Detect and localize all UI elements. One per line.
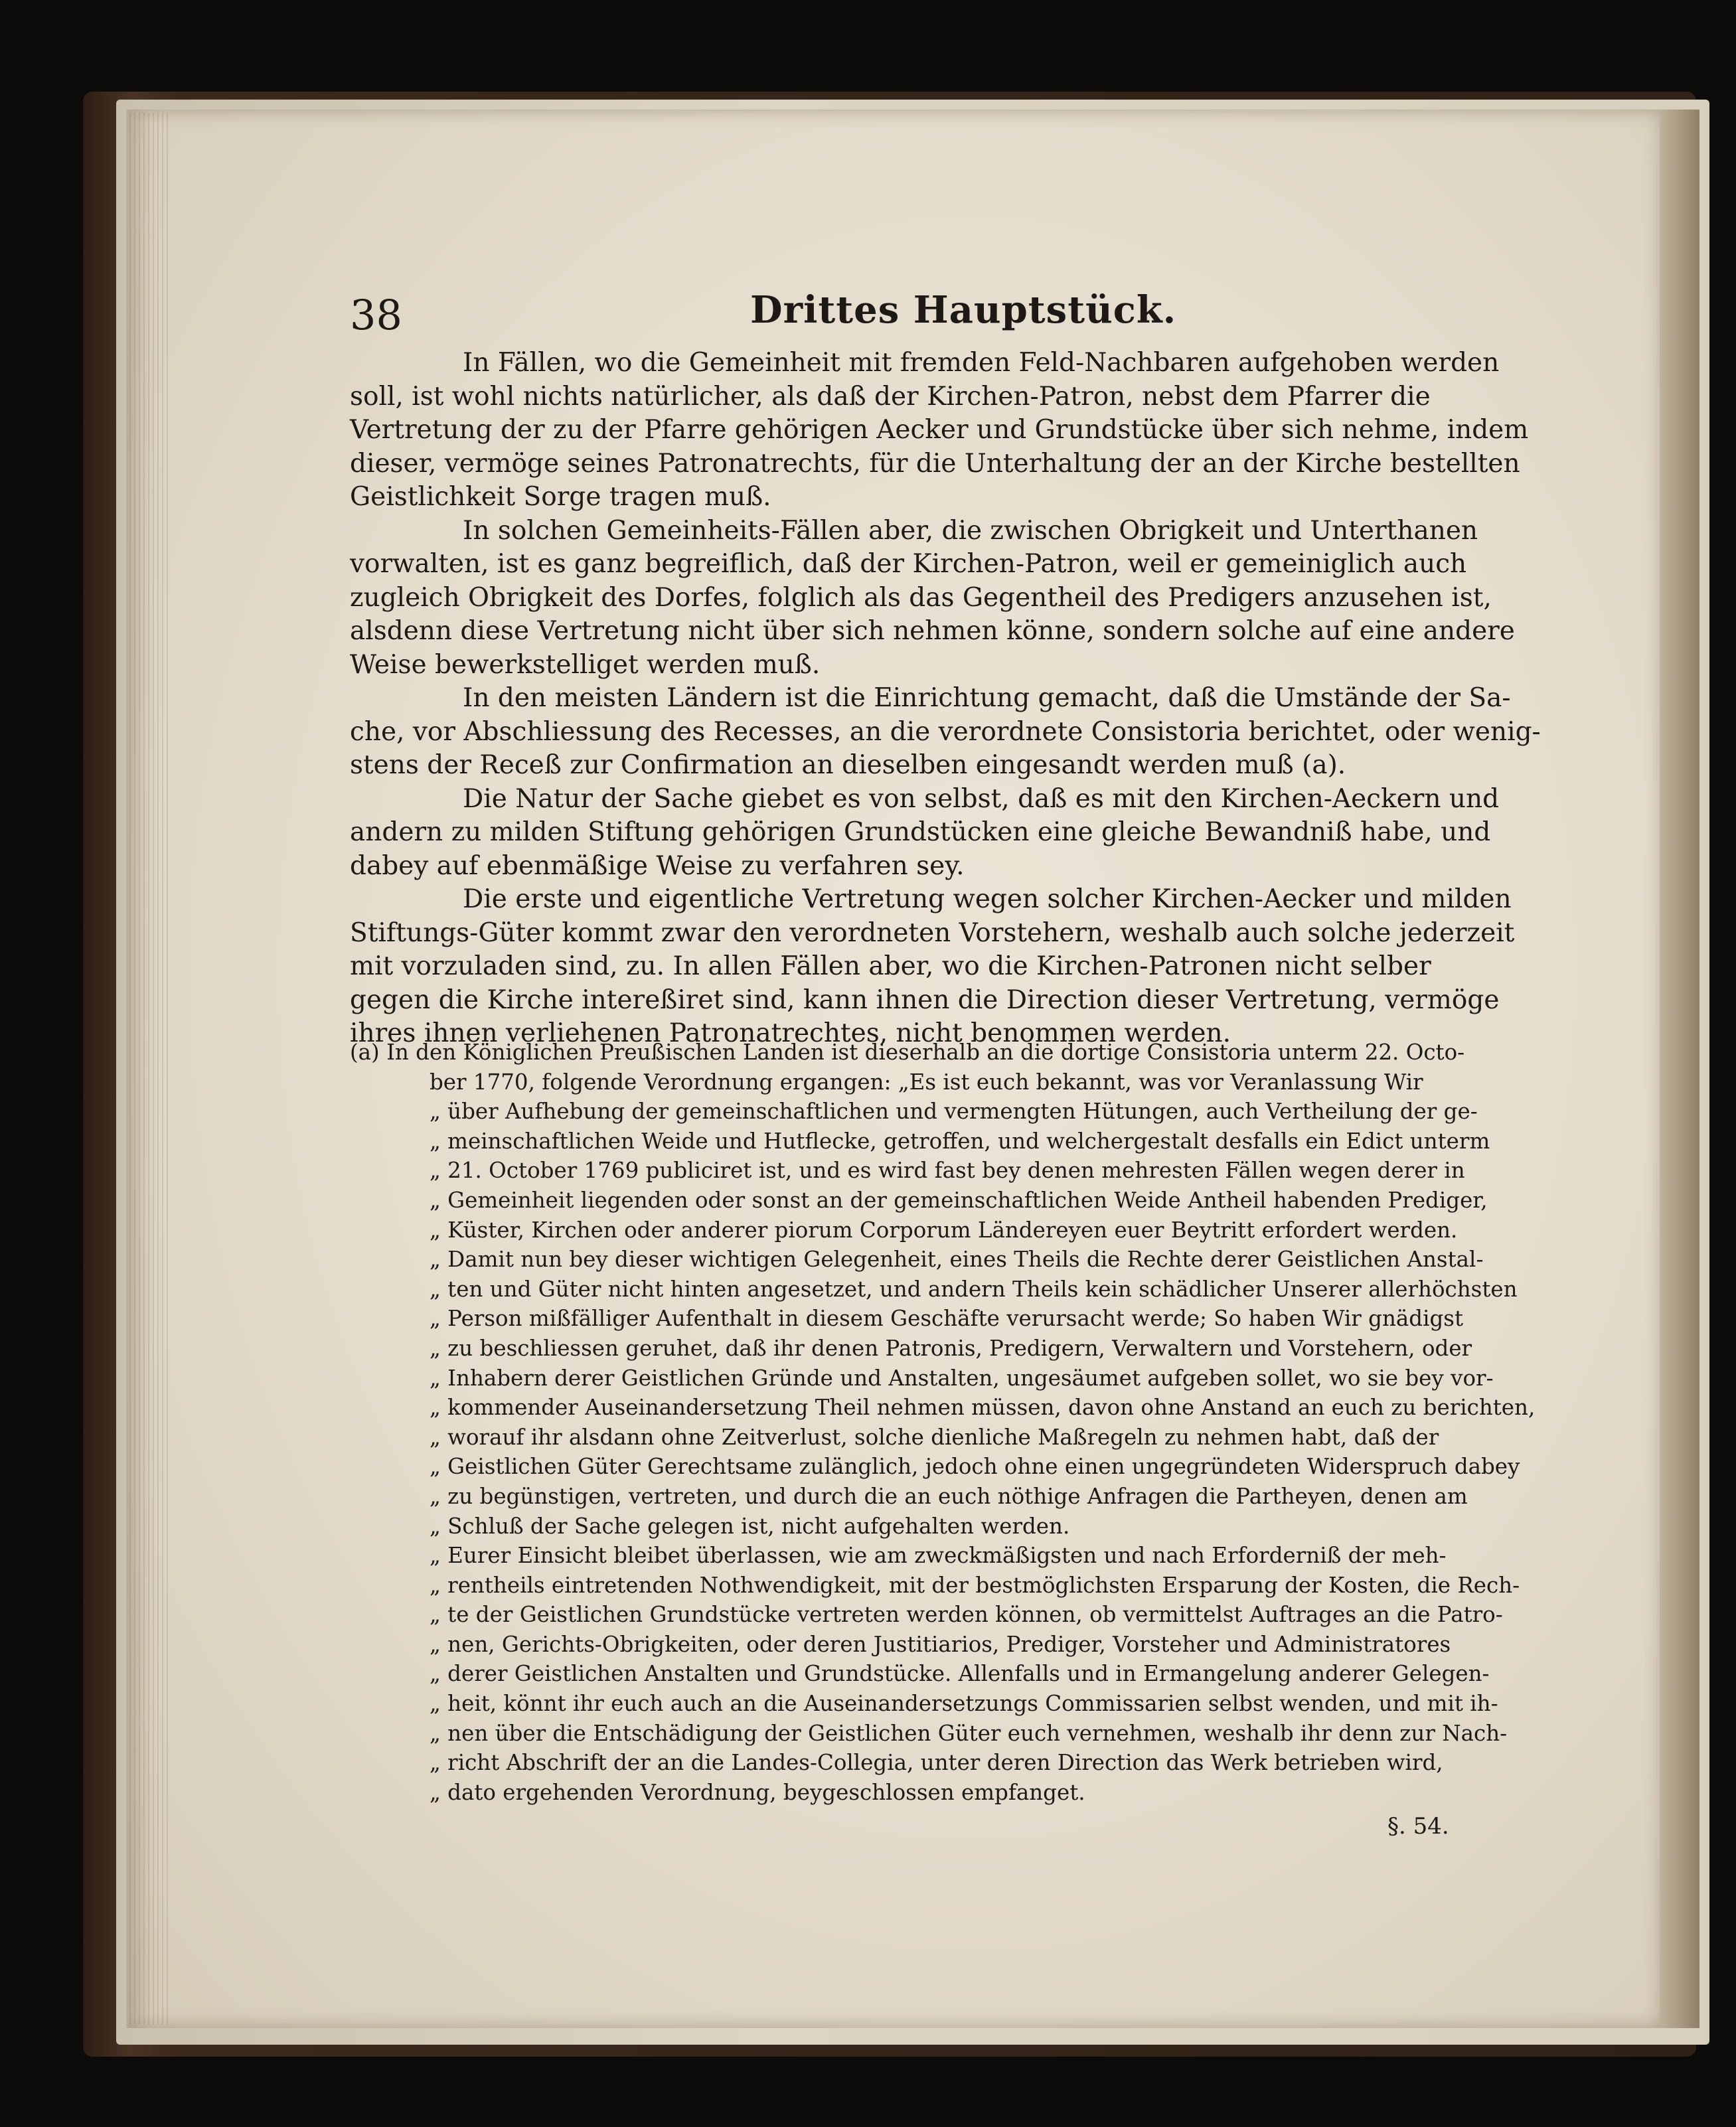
body-line: soll, ist wohl nichts natürlicher, als daß der Kirchen-Patron, nebst dem Pfarrer die (350, 381, 1431, 412)
footnote-line: „ derer Geistlichen Anstalten und Grundstücke. Allenfalls und in Ermangelung anderer Gelegen- (430, 1661, 1490, 1687)
body-line: In Fällen, wo die Gemeinheit mit fremden Feld-Nachbaren aufgehoben werden (463, 348, 1500, 378)
footnote-line: „ Schluß der Sache gelegen ist, nicht aufgehalten werden. (430, 1513, 1070, 1539)
footnote-line: „ Inhabern derer Geistlichen Gründe und Anstalten, ungesäumet aufgeben sollet, wo sie bey vor- (430, 1365, 1494, 1391)
footnote-line: „ zu begünstigen, vertreten, und durch die an euch nöthige Anfragen die Partheyen, denen am (430, 1483, 1468, 1509)
footnote-line: „ Eurer Einsicht bleibet überlassen, wie am zweckmäßigsten und nach Erforderniß der meh- (430, 1543, 1447, 1569)
footnote-line: „ Damit nun bey dieser wichtigen Gelegenheit, eines Theils die Rechte derer Geistlichen Anstal- (430, 1247, 1484, 1273)
footnote-line: „ kommender Auseinandersetzung Theil nehmen müssen, davon ohne Anstand an euch zu berichten, (430, 1395, 1536, 1421)
body-line: andern zu milden Stiftung gehörigen Grundstücken eine gleiche Bewandniß habe, und (350, 817, 1491, 847)
body-line: gegen die Kirche intereßiret sind, kann ihnen die Direction dieser Vertretung, vermöge (350, 985, 1500, 1015)
footnote-line: „ Geistlichen Güter Gerechtsame zulänglich, jedoch ohne einen ungegründeten Widerspruch dabey (430, 1454, 1520, 1480)
footnote-line: „ zu beschliessen geruhet, daß ihr denen Patronis, Predigern, Verwaltern und Vorstehern, oder (430, 1335, 1472, 1361)
footnote-line: (a) In den Königlichen Preußischen Landen ist dieserhalb an die dortige Consistoria unterm 22. Octo- (350, 1040, 1465, 1065)
footnote-line: „ ten und Güter nicht hinten angesetzet, und andern Theils kein schädlicher Unserer allerhöchsten (430, 1276, 1518, 1302)
catchword: §. 54. (1387, 1812, 1449, 1840)
body-line: Geistlichkeit Sorge tragen muß. (350, 482, 771, 512)
footnote-line: „ rentheils eintretenden Nothwendigkeit, mit der bestmöglichsten Ersparung der Kosten, die Rech- (430, 1572, 1520, 1598)
body-line: zugleich Obrigkeit des Dorfes, folglich als das Gegentheil des Predigers anzusehen ist, (350, 582, 1492, 613)
footnote-line: „ Gemeinheit liegenden oder sonst an der gemeinschaftlichen Weide Antheil habenden Prediger, (430, 1187, 1488, 1213)
footnote-line: „ nen über die Entschädigung der Geistlichen Güter euch vernehmen, weshalb ihr denn zur Nach- (430, 1720, 1508, 1746)
body-line: In solchen Gemeinheits-Fällen aber, die zwischen Obrigkeit und Unterthanen (463, 515, 1478, 546)
body-line: Die Natur der Sache giebet es von selbst, daß es mit den Kirchen-Aeckern und (463, 783, 1500, 814)
body-line: Vertretung der zu der Pfarre gehörigen Aecker und Grundstücke über sich nehme, indem (350, 415, 1529, 445)
body-line: stens der Receß zur Confirmation an dieselben eingesandt werden muß (a). (350, 750, 1346, 780)
footnote-line: „ meinschaftlichen Weide und Hutflecke, getroffen, und welchergestalt desfalls ein Edict unterm (430, 1128, 1490, 1154)
footnote-line: „ Person mißfälliger Aufenthalt in diesem Geschäfte verursacht werde; So haben Wir gnädigst (430, 1306, 1464, 1332)
footnote-line: ber 1770, folgende Verordnung ergangen: „Es ist euch bekannt, was vor Veranlassung Wir (430, 1069, 1423, 1095)
body-line: che, vor Abschliessung des Recesses, an die verordnete Consistoria berichtet, oder wenig- (350, 716, 1541, 747)
footnote (350, 1038, 1536, 1807)
footnote-line: „ te der Geistlichen Grundstücke vertreten werden können, ob vermittelst Auftrages an die Patro- (430, 1602, 1503, 1628)
page-number: 38 (350, 291, 402, 339)
body-line: Weise bewerkstelliget werden muß. (350, 649, 821, 680)
footnote-line: „ worauf ihr alsdann ohne Zeitverlust, solche dienliche Maßregeln zu nehmen habt, daß der (430, 1424, 1439, 1450)
body-line: dieser, vermöge seines Patronatrechts, für die Unterhaltung der an der Kirche bestellten (350, 448, 1520, 479)
running-head: Drittes Hauptstück. (750, 288, 1177, 332)
footnote-line: „ 21. October 1769 publiciret ist, und es wird fast bey denen mehresten Fällen wegen derer in (430, 1158, 1465, 1184)
footnote-line: „ über Aufhebung der gemeinschaftlichen und vermengten Hütungen, auch Vertheilung der ge- (430, 1099, 1478, 1125)
footnote-line: „ nen, Gerichts-Obrigkeiten, oder deren Justitiarios, Prediger, Vorsteher und Administratores (430, 1631, 1451, 1657)
body-text (350, 347, 1541, 1051)
body-line: dabey auf ebenmäßige Weise zu verfahren sey. (350, 850, 965, 881)
body-line: mit vorzuladen sind, zu. In allen Fällen aber, wo die Kirchen-Patronen nicht selber (350, 951, 1431, 981)
footnote-line: „ dato ergehenden Verordnung, beygeschlossen empfanget. (430, 1779, 1085, 1805)
body-line: Stiftungs-Güter kommt zwar den verordneten Vorstehern, weshalb auch solche jederzeit (350, 917, 1515, 948)
body-line: alsdenn diese Vertretung nicht über sich nehmen könne, sondern solche auf eine andere (350, 616, 1515, 646)
page-edges (129, 113, 169, 2025)
body-line: In den meisten Ländern ist die Einrichtung gemacht, daß die Umstände der Sa- (463, 683, 1511, 713)
footnote-line: „ richt Abschrift der an die Landes-Collegia, unter deren Direction das Werk betrieben wird, (430, 1750, 1443, 1776)
footnote-line: „ Küster, Kirchen oder anderer piorum Corporum Ländereyen euer Beytritt erfordert werden. (430, 1217, 1458, 1243)
footnote-line: „ heit, könnt ihr euch auch an die Auseinandersetzungs Commissarien selbst wenden, und mit ih- (430, 1691, 1498, 1717)
body-line: ihres ihnen verliehenen Patronatrechtes, nicht benommen werden. (350, 1018, 1231, 1048)
body-line: Die erste und eigentliche Vertretung wegen solcher Kirchen-Aecker und milden (463, 884, 1512, 914)
right-page-edge (1660, 110, 1699, 2028)
body-line: vorwalten, ist es ganz begreiflich, daß der Kirchen-Patron, weil er gemeiniglich auch (350, 549, 1467, 579)
